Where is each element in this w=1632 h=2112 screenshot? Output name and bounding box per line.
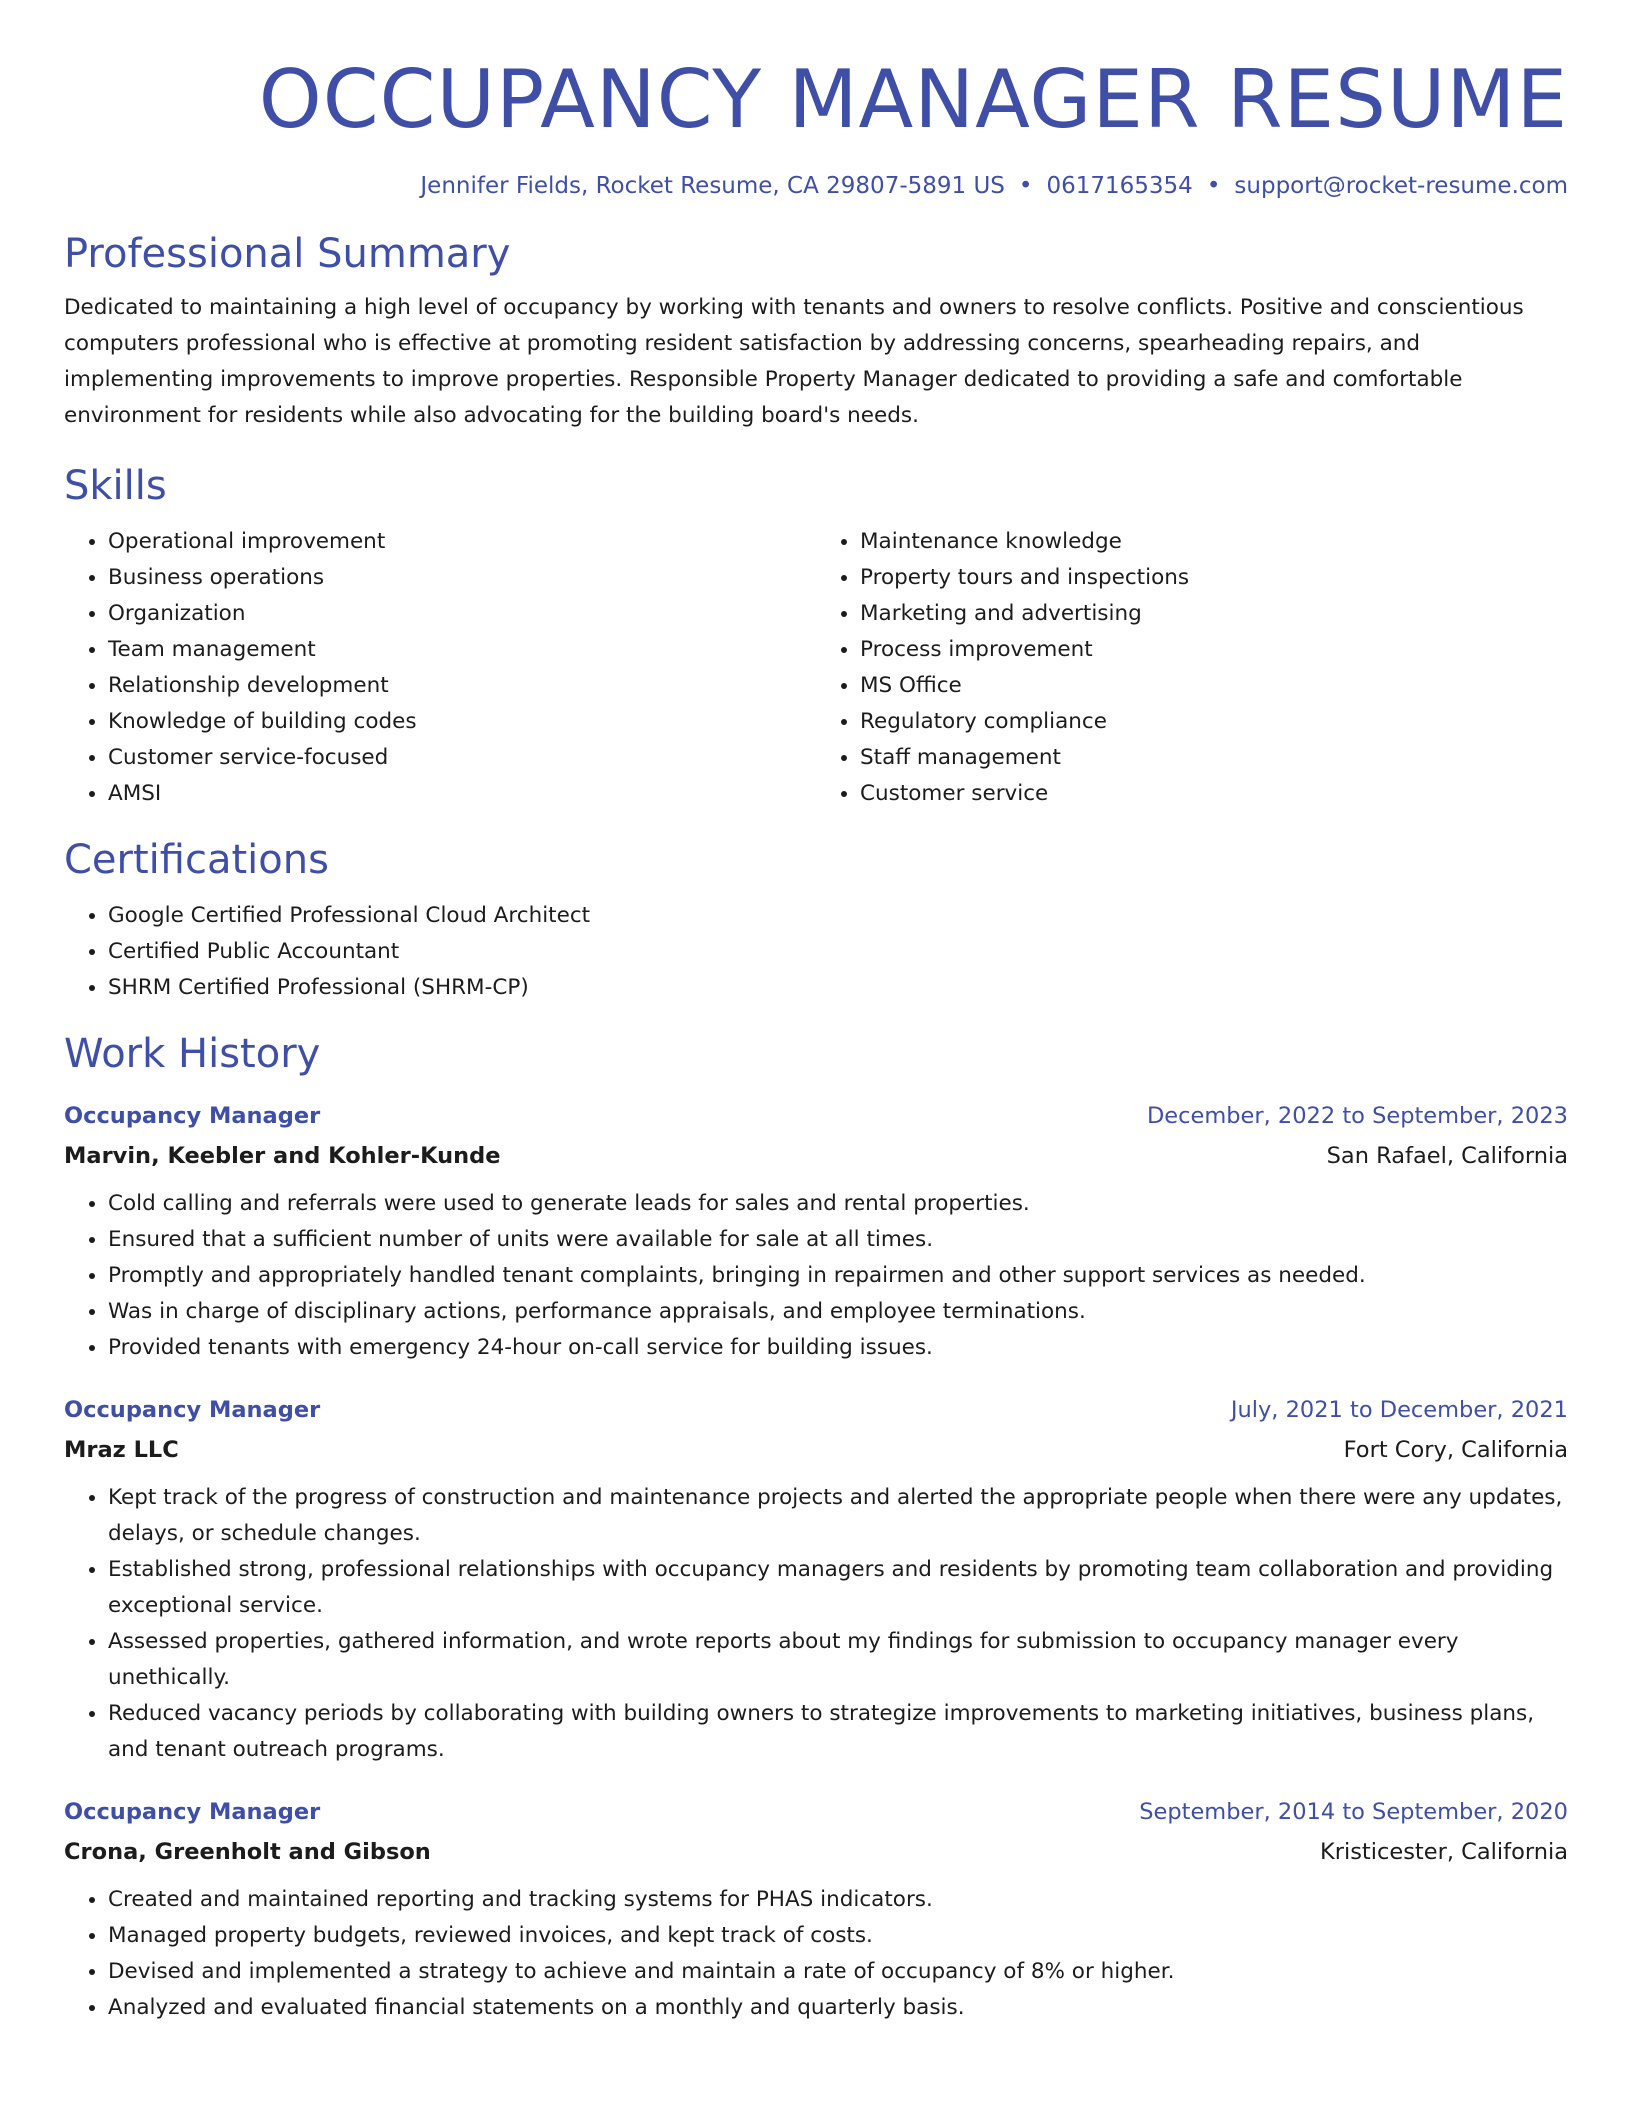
- skill-item: • Organization: [108, 596, 816, 632]
- job-location: Fort Cory, California: [1343, 1437, 1568, 1463]
- certifications-heading: Certifications: [64, 837, 329, 883]
- skill-item: • Maintenance knowledge: [860, 524, 1568, 560]
- job-bullet: • Kept track of the progress of construction and maintenance projects and alerted the appropriate people when there were any updates, delays, or schedule changes.: [108, 1480, 1568, 1552]
- skill-item: • Property tours and inspections: [860, 560, 1568, 596]
- job-company-row: [64, 1136, 1568, 1176]
- skills-heading: Skills: [64, 463, 167, 509]
- job-title: Occupancy Manager: [64, 1799, 321, 1825]
- job-bullet: • Assessed properties, gathered information, and wrote reports about my findings for submission to occupancy manager every unethically.: [108, 1624, 1568, 1696]
- contact-email[interactable]: support@rocket-resume.com: [1234, 173, 1568, 199]
- job-bullets: [64, 1186, 1568, 1366]
- job-dates: July, 2021 to December, 2021: [1230, 1397, 1568, 1423]
- job-company: Marvin, Keebler and Kohler-Kunde: [64, 1143, 501, 1169]
- contact-phone: 0617165354: [1046, 173, 1193, 199]
- job-title: Occupancy Manager: [64, 1397, 321, 1423]
- summary-text: Dedicated to maintaining a high level of occupancy by working with tenants and owners to resolve conflicts. Positive and conscientious computers professional who is effective at promoting resident satisfaction by addressing concerns, spearheading repairs, and implementing improvements to improve properties. Responsible Property Manager dedicated to providing a safe and comfortable environment for residents while also advocating for the building board's needs.: [64, 295, 1524, 428]
- job-bullet: • Cold calling and referrals were used to generate leads for sales and rental properties.: [108, 1186, 1568, 1222]
- work-history-section: [64, 1028, 1568, 2026]
- skill-item: • MS Office: [860, 668, 1568, 704]
- skills-columns: [64, 512, 1568, 812]
- job-location: San Rafael, California: [1326, 1143, 1568, 1169]
- job-dates: September, 2014 to September, 2020: [1139, 1799, 1568, 1825]
- skill-item: • Staff management: [860, 740, 1568, 776]
- job-entry: [64, 1792, 1568, 2026]
- job-company: Crona, Greenholt and Gibson: [64, 1839, 431, 1865]
- skill-item: • Customer service: [860, 776, 1568, 812]
- job-bullet: • Provided tenants with emergency 24-hour on-call service for building issues.: [108, 1330, 1568, 1366]
- contact-line: [64, 170, 1568, 202]
- skill-item: • Marketing and advertising: [860, 596, 1568, 632]
- skill-item: • Customer service-focused: [108, 740, 816, 776]
- work-history-heading: Work History: [64, 1031, 321, 1077]
- skill-item: • Knowledge of building codes: [108, 704, 816, 740]
- skill-item: • Regulatory compliance: [860, 704, 1568, 740]
- certification-item: • Google Certified Professional Cloud Architect: [108, 898, 1568, 934]
- job-header-row: [64, 1390, 1568, 1430]
- job-bullet: • Reduced vacancy periods by collaborating with building owners to strategize improvements to marketing initiatives, business plans, and tenant outreach programs.: [108, 1696, 1568, 1768]
- skills-list-left: [64, 524, 816, 812]
- job-bullet: • Was in charge of disciplinary actions, performance appraisals, and employee terminations.: [108, 1294, 1568, 1330]
- skills-section: [64, 460, 1568, 812]
- resume-title: OCCUPANCY MANAGER RESUME: [258, 53, 1568, 146]
- job-bullet: • Ensured that a sufficient number of units were available for sale at all times.: [108, 1222, 1568, 1258]
- job-entry: [64, 1096, 1568, 1366]
- skill-item: • Process improvement: [860, 632, 1568, 668]
- job-bullet: • Managed property budgets, reviewed invoices, and kept track of costs.: [108, 1918, 1568, 1954]
- skill-item: • AMSI: [108, 776, 816, 812]
- job-company-row: [64, 1430, 1568, 1470]
- job-bullet: • Analyzed and evaluated financial statements on a monthly and quarterly basis.: [108, 1990, 1568, 2026]
- skill-item: • Relationship development: [108, 668, 816, 704]
- job-company-row: [64, 1832, 1568, 1872]
- job-bullet: • Established strong, professional relationships with occupancy managers and residents by promoting team collaboration and providing exceptional service.: [108, 1552, 1568, 1624]
- job-bullets: [64, 1882, 1568, 2026]
- contact-separator: •: [1206, 173, 1221, 199]
- skill-item: • Operational improvement: [108, 524, 816, 560]
- contact-separator: •: [1018, 173, 1033, 199]
- job-bullet: • Devised and implemented a strategy to achieve and maintain a rate of occupancy of 8% or higher.: [108, 1954, 1568, 1990]
- job-company: Mraz LLC: [64, 1437, 179, 1463]
- job-header-row: [64, 1792, 1568, 1832]
- skill-item: • Team management: [108, 632, 816, 668]
- certification-item: • SHRM Certified Professional (SHRM-CP): [108, 970, 1568, 1006]
- skill-item: • Business operations: [108, 560, 816, 596]
- certifications-section: [64, 834, 1568, 1006]
- job-title: Occupancy Manager: [64, 1103, 321, 1129]
- job-location: Kristicester, California: [1319, 1839, 1568, 1865]
- job-entry: [64, 1390, 1568, 1768]
- job-bullet: • Promptly and appropriately handled tenant complaints, bringing in repairmen and other support services as needed.: [108, 1258, 1568, 1294]
- job-header-row: [64, 1096, 1568, 1136]
- summary-heading: Professional Summary: [64, 231, 511, 277]
- job-bullet: • Created and maintained reporting and tracking systems for PHAS indicators.: [108, 1882, 1568, 1918]
- job-dates: December, 2022 to September, 2023: [1146, 1103, 1568, 1129]
- certification-item: • Certified Public Accountant: [108, 934, 1568, 970]
- summary-section: [64, 228, 1568, 434]
- contact-address: Jennifer Fields, Rocket Resume, CA 29807-5891 US: [420, 173, 1005, 199]
- certifications-list: [64, 898, 1568, 1006]
- job-bullets: [64, 1480, 1568, 1768]
- skills-list-right: [816, 524, 1568, 812]
